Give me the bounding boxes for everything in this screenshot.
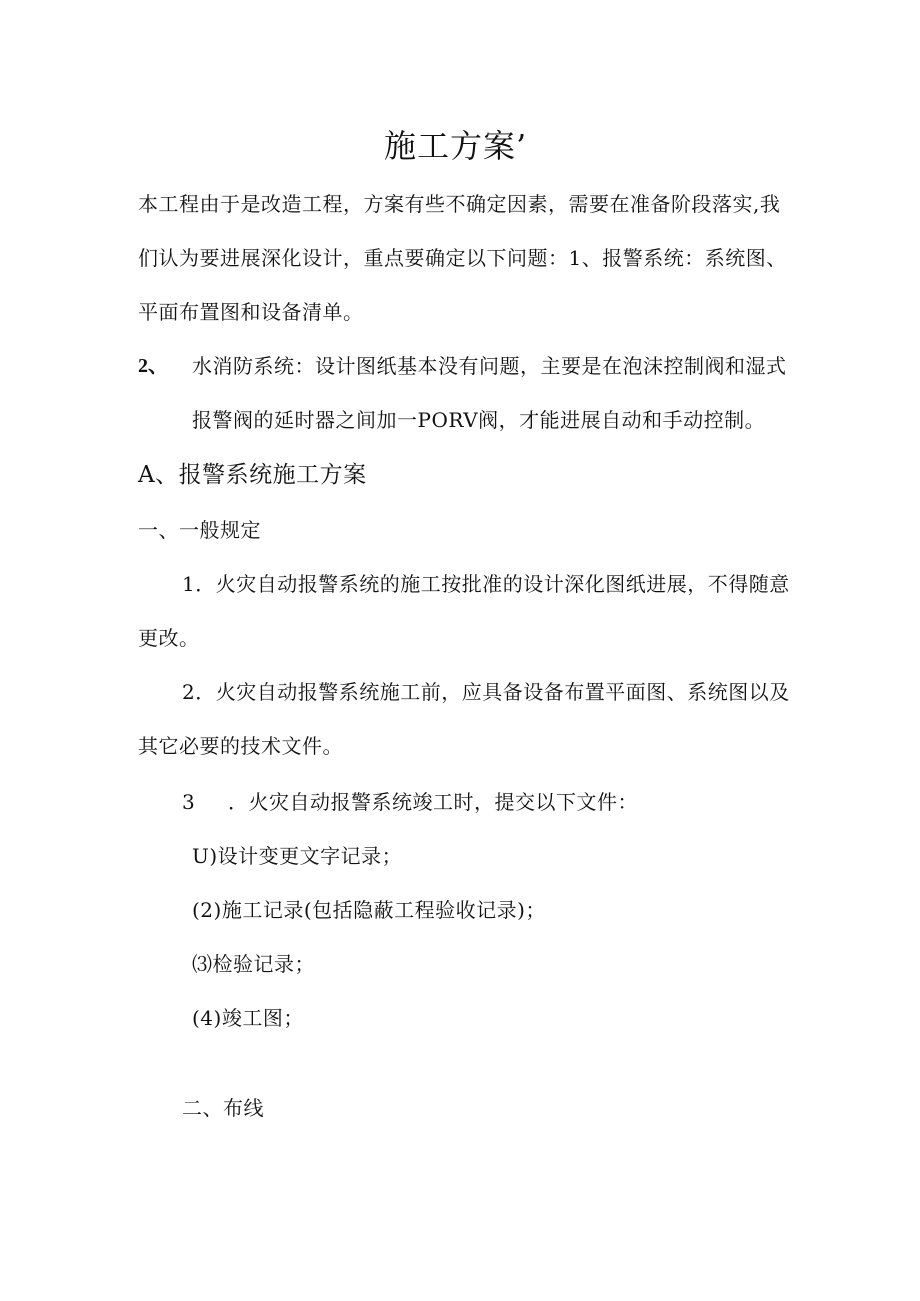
page-title: 施工方案’ bbox=[384, 127, 528, 165]
rule-3-number: 3 bbox=[182, 790, 196, 814]
rule-1-line-2: 更改。 bbox=[138, 626, 200, 650]
rule-2-line-2: 其它必要的技术文件。 bbox=[138, 734, 343, 758]
wiring-heading: 二、布线 bbox=[182, 1096, 264, 1120]
doc-item-1: U)设计变更文字记录； bbox=[192, 844, 403, 868]
item-2-number: 2、 bbox=[138, 355, 168, 377]
rule-2-line-1: 2．火灾自动报警系统施工前，应具备设备布置平面图、系统图以及 bbox=[182, 680, 790, 704]
section-a-heading: A、报警系统施工方案 bbox=[138, 462, 367, 488]
doc-item-3: ⑶检验记录； bbox=[192, 952, 315, 976]
doc-item-2: (2)施工记录(包括隐蔽工程验收记录)； bbox=[192, 898, 546, 922]
intro-line-1: 本工程由于是改造工程，方案有些不确定因素，需要在准备阶段落实,我 bbox=[138, 192, 781, 216]
item-2-line-1: 水消防系统：设计图纸基本没有问题，主要是在泡沫控制阀和湿式 bbox=[192, 354, 787, 378]
rule-3-text: ．火灾自动报警系统竣工时，提交以下文件： bbox=[228, 790, 638, 814]
doc-item-4: (4)竣工图； bbox=[192, 1006, 304, 1030]
rule-1-line-1: 1．火灾自动报警系统的施工按批准的设计深化图纸进展，不得随意 bbox=[182, 572, 790, 596]
item-2-line-2: 报警阀的延时器之间加一PORV阀，才能进展自动和手动控制。 bbox=[192, 408, 766, 432]
general-heading: 一、一般规定 bbox=[138, 518, 261, 542]
intro-line-3: 平面布置图和设备清单。 bbox=[138, 300, 364, 324]
intro-line-2: 们认为要进展深化设计，重点要确定以下问题：1、报警系统：系统图、 bbox=[138, 246, 787, 270]
